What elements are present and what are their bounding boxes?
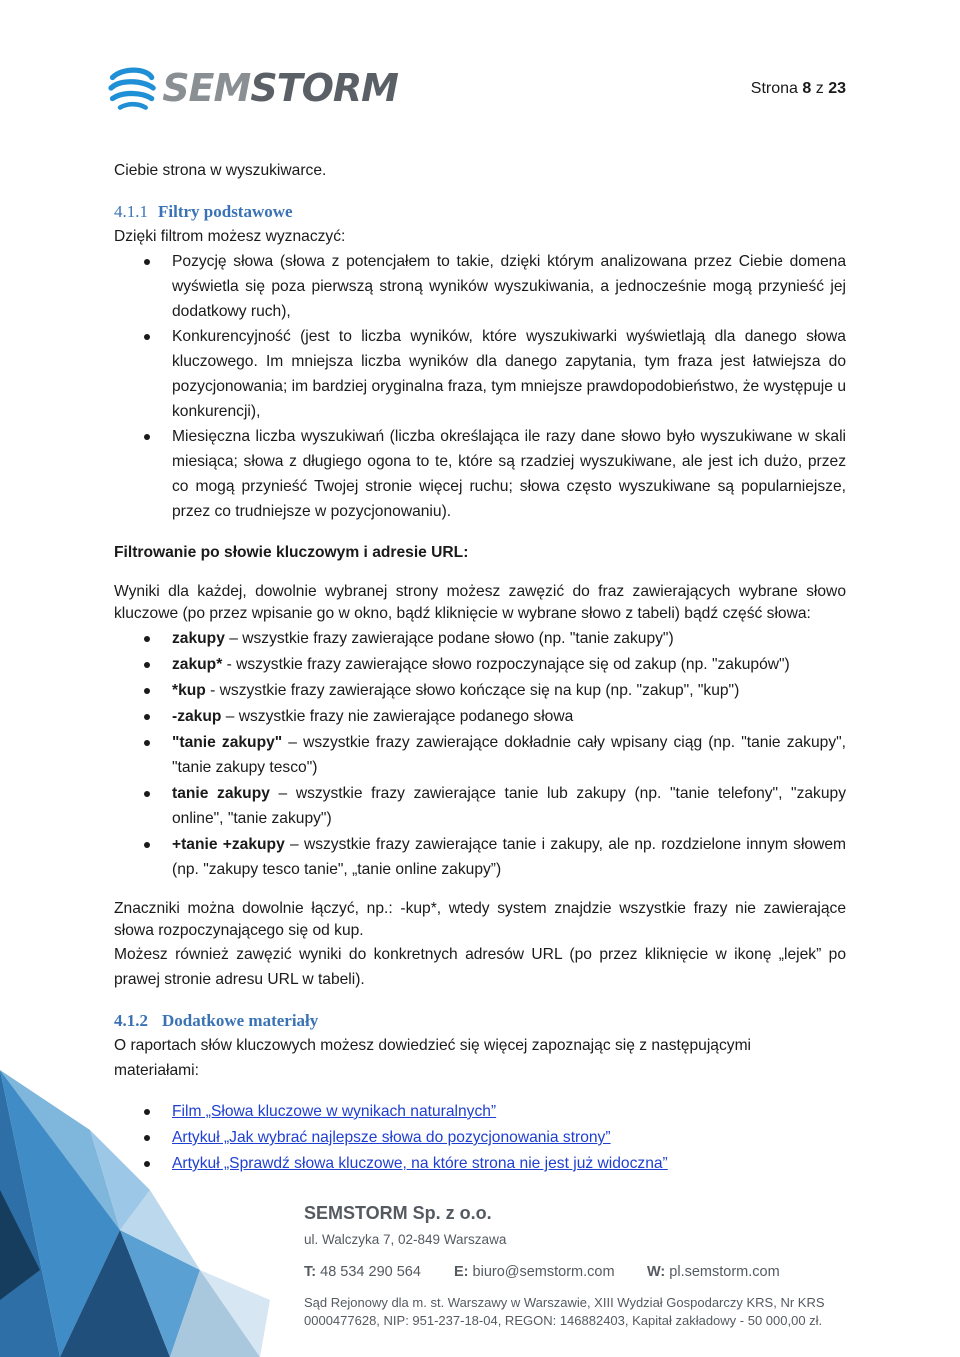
bullet-icon	[144, 334, 150, 340]
list-item	[114, 678, 846, 703]
bullet-icon	[144, 662, 150, 668]
link-article-choose-keywords[interactable]: Artykuł „Jak wybrać najlepsze słowa do pozycjonowania strony”	[172, 1129, 611, 1146]
footer-company: SEMSTORM Sp. z o.o.	[304, 1203, 492, 1223]
decorative-triangles	[0, 1070, 300, 1357]
filter-term: "tanie zakupy"	[172, 734, 283, 751]
list-item	[114, 704, 846, 729]
list-item	[114, 652, 846, 677]
storm-swirl-icon	[108, 56, 156, 120]
list-item-text: Miesięczna liczba wyszukiwań (liczba określająca ile razy dane słowo było wyszukiwane w skali miesiąca; słowa z długiego ogona to te, które są rzadziej wyszukiwane, ale jest ich dużo, przez co mogą przynieść Twojej stronie więcej ruchu; słowa często wyszukiwane są popularniejsze, przez co trudniejsze w pozycjonowaniu).	[172, 428, 846, 520]
filter-term: zakup*	[172, 656, 223, 673]
section-number: 4.1.1	[114, 202, 148, 221]
intro-text: Ciebie strona w wyszukiwarce.	[114, 162, 327, 179]
filter-term: zakupy	[172, 630, 225, 647]
bullet-icon	[144, 842, 150, 848]
filter-heading	[114, 540, 846, 565]
filter-desc: - wszystkie frazy zawierające słowo rozpoczynające się od zakup (np. "zakupów")	[222, 656, 790, 673]
email-label: E:	[454, 1264, 469, 1280]
list-item	[114, 249, 846, 324]
filter-desc: – wszystkie frazy zawierające dokładnie cały wpisany ciąg (np. "tanie zakupy", "tanie zakupy tesco")	[172, 734, 846, 776]
web-value: pl.semstorm.com	[669, 1264, 780, 1280]
page-content	[114, 158, 846, 1177]
bullet-icon	[144, 688, 150, 694]
combine-note: Znaczniki można dowolnie łączyć, np.: -kup*, wtedy system znajdzie wszystkie frazy nie zawierające słowa rozpoczynającego się od kup.	[114, 900, 846, 939]
filter-term: tanie zakupy	[172, 785, 270, 802]
filter-desc: – wszystkie frazy zawierające tanie i zakupy, ale np. rozdzielone innym słowem (np. "zakupy tesco tanie", „tanie online zakupy”)	[172, 836, 847, 878]
footer-legal-line: Sąd Rejonowy dla m. st. Warszawy w Warszawie, XIII Wydział Gospodarczy KRS, Nr KRS	[304, 1295, 825, 1310]
filter-term: +tanie +zakupy	[172, 836, 285, 853]
footer-web	[647, 1262, 780, 1282]
filter-syntax-list	[114, 626, 846, 882]
semstorm-logo	[108, 56, 398, 120]
bullet-icon	[144, 259, 150, 265]
page-current: 8	[802, 80, 812, 97]
basic-filters-list	[114, 249, 846, 524]
list-item	[114, 424, 846, 524]
logo-wordmark	[162, 66, 398, 110]
phone-value: 48 534 290 564	[320, 1264, 421, 1280]
section-title: Dodatkowe materiały	[162, 1011, 319, 1030]
filter-term: -zakup	[172, 708, 222, 725]
list-item	[114, 730, 846, 780]
bullet-icon	[144, 740, 150, 746]
phone-label: T:	[304, 1264, 317, 1280]
list-item-text: Pozycję słowa (słowa z potencjałem to takie, dzięki którym analizowana przez Ciebie domena wyświetla się poza pierwszą stroną wyników wyszukiwania, a jednocześnie mogą przynieść jej dodatkowy ruch),	[172, 253, 846, 320]
link-article-lost-keywords[interactable]: Artykuł „Sprawdź słowa kluczowe, na które strona nie jest już widoczna”	[172, 1155, 668, 1172]
filter-heading-text: Filtrowanie po słowie kluczowym i adresie URL:	[114, 544, 469, 561]
list-item-text: Konkurencyjność (jest to liczba wyników, które wyszukiwarki wyświetlają dla danego słowa kluczowego. Im mniejsza liczba wyników dla danego zapytania, tym fraza jest łatwiejsza do pozycjonowania; im bardziej oryginalna fraza, tym mniejsze prawdopodobieństwo, że występuje u konkurencji),	[172, 328, 846, 420]
footer-legal	[304, 1294, 844, 1330]
filter-desc: – wszystkie frazy nie zawierające podanego słowa	[221, 708, 574, 725]
web-label: W:	[647, 1264, 666, 1280]
list-item	[114, 781, 846, 831]
bullet-icon	[144, 791, 150, 797]
list-item	[114, 324, 846, 424]
section-number: 4.1.2	[114, 1011, 148, 1030]
footer-legal-line: 0000477628, NIP: 951-237-18-04, REGON: 146882403, Kapitał zakładowy - 50 000,00 zł.	[304, 1313, 823, 1328]
section-lead: Dzięki filtrom możesz wyznaczyć:	[114, 228, 346, 245]
section-lead: O raportach słów kluczowych możesz dowiedzieć się więcej zapoznając się z następującymi materiałami:	[114, 1037, 752, 1079]
filter-term: *kup	[172, 682, 206, 699]
footer-phone	[304, 1262, 454, 1282]
page-of: z	[815, 80, 824, 97]
page-number	[751, 80, 846, 98]
page-label: Strona	[750, 80, 798, 97]
footer-email	[454, 1262, 647, 1282]
filter-desc: – wszystkie frazy zawierające tanie lub zakupy (np. "tanie telefony", "zakupy online", "tanie zakupy")	[172, 785, 846, 827]
bullet-icon	[144, 636, 150, 642]
logo-sem: SEM	[162, 66, 251, 110]
bullet-icon	[144, 434, 150, 440]
link-film-keywords[interactable]: Film „Słowa kluczowe w wynikach naturalnych”	[172, 1103, 497, 1120]
footer-contact	[304, 1262, 844, 1282]
page-footer	[304, 1200, 844, 1330]
logo-storm: STORM	[250, 66, 398, 110]
bullet-icon	[144, 714, 150, 720]
filter-desc: – wszystkie frazy zawierające podane słowo (np. "tanie zakupy")	[224, 630, 674, 647]
list-item	[114, 832, 846, 882]
email-value: biuro@semstorm.com	[472, 1264, 615, 1280]
section-heading-basic-filters	[114, 199, 846, 224]
filter-intro: Wyniki dla każdej, dowolnie wybranej strony możesz zawęzić do fraz zawierających wybrane słowo kluczowe (po przez wpisanie go w okno, bądź kliknięcie w wybrane słowo z tabeli) bądź część słowa:	[114, 583, 846, 622]
page-total: 23	[828, 80, 846, 97]
section-title: Filtry podstawowe	[158, 202, 293, 221]
footer-address: ul. Walczyka 7, 02-849 Warszawa	[304, 1232, 507, 1247]
url-note: Możesz również zawęzić wyniki do konkretnych adresów URL (po przez kliknięcie w ikonę „lejek” po prawej stronie adresu URL w tabeli).	[114, 946, 846, 988]
section-heading-additional-materials	[114, 1008, 846, 1033]
list-item	[114, 626, 846, 651]
filter-desc: - wszystkie frazy zawierające słowo kończące się na kup (np. "zakup", "kup")	[205, 682, 740, 699]
